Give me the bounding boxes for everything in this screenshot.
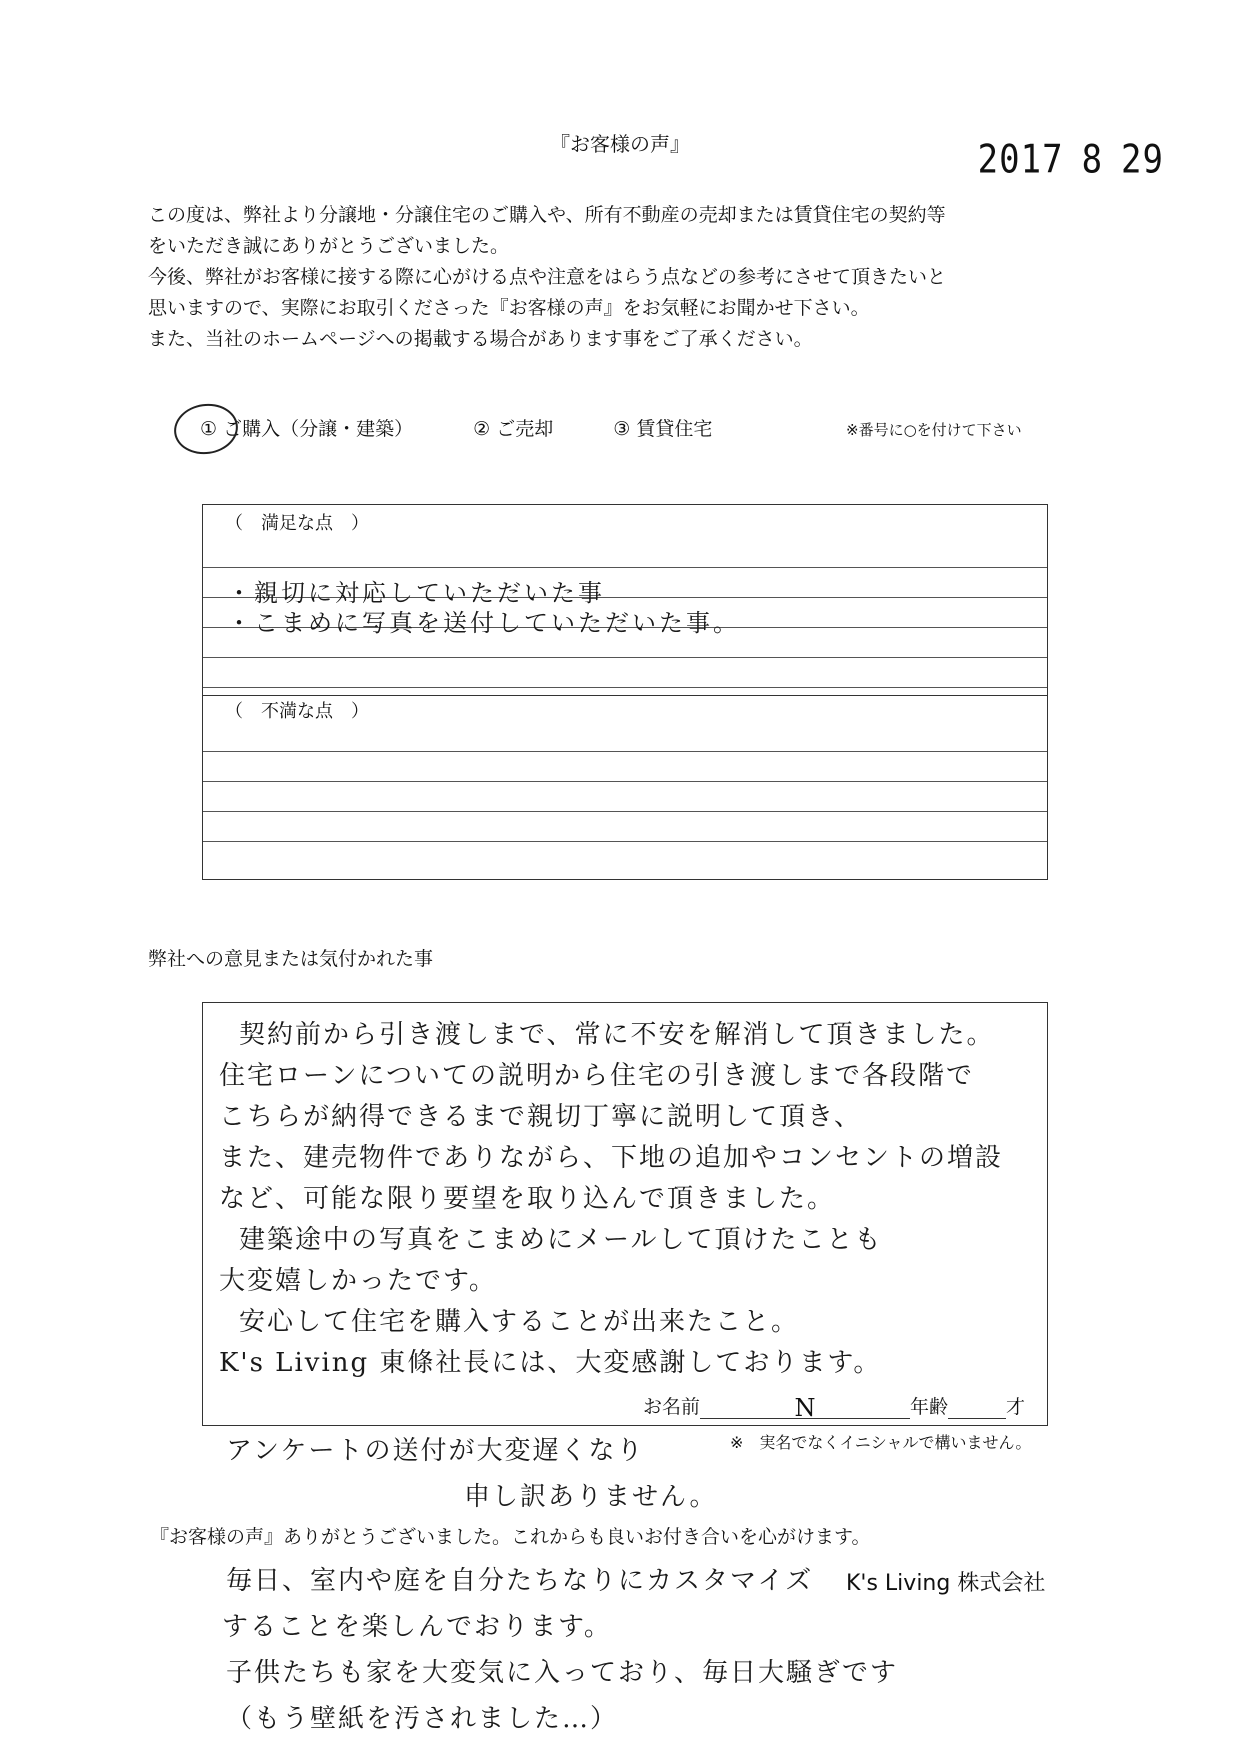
intro-line: をいただき誠にありがとうございました。 xyxy=(148,235,510,257)
comment-line: 建築途中の写真をこまめにメールして頂けたことも xyxy=(239,1225,883,1255)
page-title: 『お客様の声』 xyxy=(550,132,690,156)
intro-text xyxy=(148,200,1088,355)
closing-line: （もう壁紙を汚されました…） xyxy=(226,1704,619,1734)
comment-line: こちらが納得できるまで親切丁寧に説明して頂き、 xyxy=(219,1102,862,1132)
closing-line: することを楽しんでおります。 xyxy=(222,1612,612,1642)
name-label: お名前 xyxy=(642,1396,700,1418)
comment-line: K's Living 東條社長には、大変感謝しております。 xyxy=(219,1348,882,1378)
intro-line: この度は、弊社より分譲地・分譲住宅のご購入や、所有不動産の売却または賃貸住宅の契約等 xyxy=(148,204,946,226)
name-age-row xyxy=(642,1392,1025,1422)
age-field[interactable] xyxy=(948,1400,1006,1419)
age-label: 年齢 xyxy=(909,1396,948,1418)
comment-line: 大変嬉しかったです。 xyxy=(219,1266,497,1296)
intro-line: また、当社のホームページへの掲載する場合があります事をご了承ください。 xyxy=(148,328,813,350)
comment-line: 契約前から引き渡しまで、常に不安を解消して頂きました。 xyxy=(239,1020,995,1050)
name-initial: N xyxy=(794,1394,816,1422)
selected-circle-mark xyxy=(171,400,241,458)
opinions-handwritten-text xyxy=(219,1015,1003,1384)
initial-note: ※ 実名でなくイニシャルで構いません。 xyxy=(730,1433,1032,1452)
satisfied-entry: ・親切に対応していただいた事 xyxy=(227,579,605,607)
postscript-line: 申し訳ありません。 xyxy=(464,1482,718,1512)
opinions-box xyxy=(202,1002,1048,1426)
comment-line: 安心して住宅を購入することが出来たこと。 xyxy=(239,1307,800,1337)
closing-line: 毎日、室内や庭を自分たちなりにカスタマイズ xyxy=(226,1566,814,1596)
satisfied-entry: ・こまめに写真を送付していただいた事。 xyxy=(227,609,740,637)
option-purchase[interactable]: ① ご購入（分譲・建築） xyxy=(200,418,419,440)
satisfied-label: （ 満足な点 ） xyxy=(225,513,369,534)
option-instruction: ※番号に○を付けて下さい xyxy=(846,421,1022,439)
handwritten-date xyxy=(978,137,1164,183)
comment-line: など、可能な限り要望を取り込んで頂きました。 xyxy=(219,1184,836,1214)
comment-line: 住宅ローンについての説明から住宅の引き渡しまで各段階で xyxy=(219,1061,974,1091)
option-sale[interactable]: ② ご売却 xyxy=(473,418,554,440)
date-year: 2017 xyxy=(977,137,1064,183)
date-day: 29 xyxy=(1121,137,1164,183)
age-unit: 才 xyxy=(1005,1396,1025,1418)
option-rental[interactable]: ③ 賃貸住宅 xyxy=(613,418,713,440)
transaction-type-options xyxy=(200,414,766,441)
intro-line: 今後、弊社がお客様に接する際に心がける点や注意をはらう点などの参考にさせて頂きたいと xyxy=(148,266,947,288)
satisfaction-box xyxy=(202,504,1048,880)
dissatisfied-label: （ 不満な点 ） xyxy=(225,701,369,722)
closing-handwritten-text xyxy=(222,1558,899,1742)
date-month: 8 xyxy=(1081,137,1104,183)
opinions-heading: 弊社への意見または気付かれた事 xyxy=(148,948,434,970)
company-name: K's Living 株式会社 xyxy=(846,1571,1046,1596)
name-field[interactable] xyxy=(700,1394,910,1422)
comment-line: また、建売物件でありながら、下地の追加やコンセントの増設 xyxy=(219,1143,1004,1173)
intro-line: 思いますので、実際にお取引くださった『お客様の声』をお気軽にお聞かせ下さい。 xyxy=(148,297,870,319)
thanks-message: 『お客様の声』ありがとうございました。これからも良いお付き合いを心がけます。 xyxy=(150,1526,871,1548)
closing-line: 子供たちも家を大変気に入っており、毎日大騒ぎです xyxy=(226,1658,899,1688)
postscript-line: アンケートの送付が大変遅くなり xyxy=(226,1436,645,1466)
